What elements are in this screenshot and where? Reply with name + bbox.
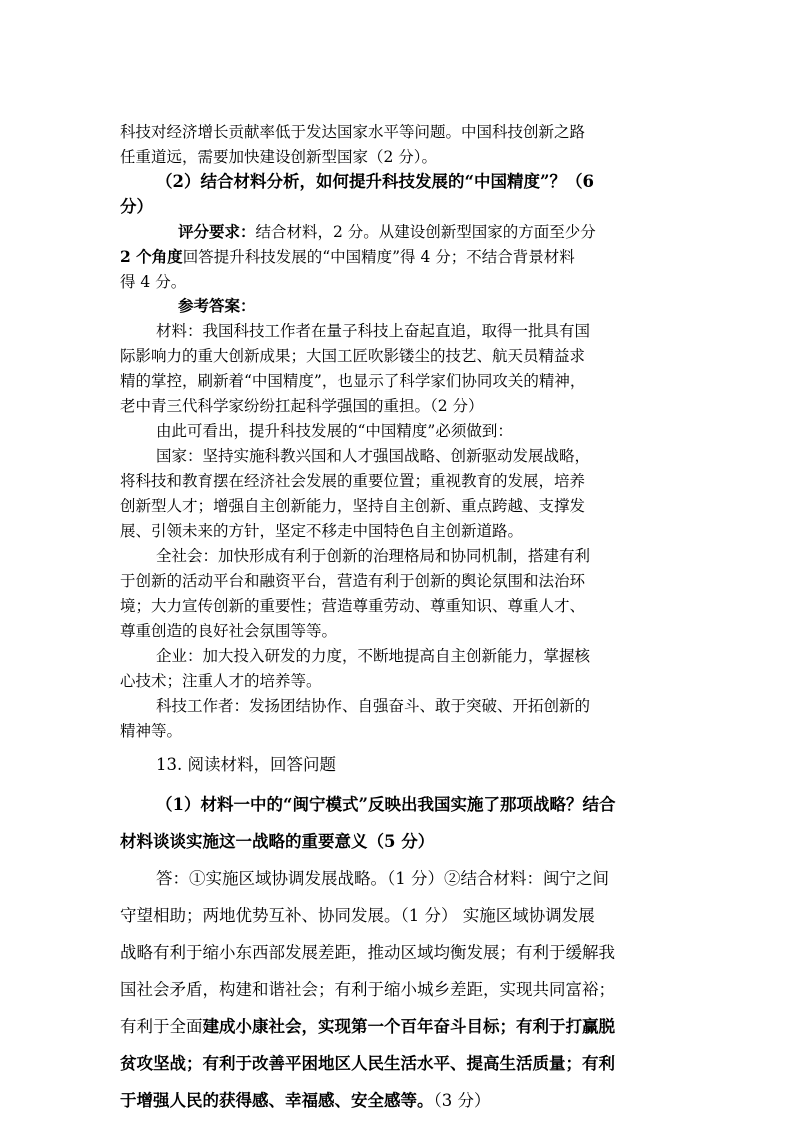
body-line: 老中青三代科学家纷纷扛起科学强国的重担。（2 分） xyxy=(120,397,484,415)
body-line: 精神等。 xyxy=(120,722,183,740)
body-line: 精的掌控，刷新着“中国精度”，也显示了科学家们协同攻关的精神， xyxy=(120,372,586,390)
angle-count: 2 个角度 xyxy=(120,247,183,266)
body-line: 际影响力的重大创新成果；大国工匠吹影镂尘的技艺、航天员精益求 xyxy=(120,347,586,365)
body-line: 展、引领未来的方针，坚定不移走中国特色自主创新道路。 xyxy=(120,522,524,540)
question-13-heading: 13. 阅读材料，回答问题 xyxy=(156,755,336,774)
answer-bold-text: 建成小康社会，实现第一个百年奋斗目标；有利于打赢脱 xyxy=(202,1017,615,1036)
question-2-title-cont: 分） xyxy=(120,197,153,216)
question-2-title: （2）结合材料分析，如何提升科技发展的“中国精度”？（6 xyxy=(156,172,594,191)
answer-text: 有利于全面 xyxy=(120,1017,203,1036)
body-line: 由此可看出，提升科技发展的“中国精度”必须做到： xyxy=(156,422,513,440)
answer-line: 守望相助；两地优势互补、协同发展。（1 分） 实施区域协调发展 xyxy=(120,906,595,925)
body-line: 科技对经济增长贡献率低于发达国家水平等问题。中国科技创新之路 xyxy=(120,123,586,141)
body-line: 境；大力宣传创新的重要性；营造尊重劳动、尊重知识、尊重人才、 xyxy=(120,597,586,615)
reference-answer-heading: 参考答案： xyxy=(178,296,256,315)
body-line: 材料：我国科技工作者在量子科技上奋起直追，取得一批具有国 xyxy=(156,322,591,340)
scoring-text: 结合材料，2 分。从建设创新型国家的方面至少分 xyxy=(255,223,596,241)
answer-line xyxy=(120,1091,491,1111)
scoring-text-cont: 回答提升科技发展的“中国精度”得 4 分；不结合背景材料 xyxy=(182,248,575,266)
body-line: 将科技和教育摆在经济社会发展的重要位置；重视教育的发展，培养 xyxy=(120,472,586,490)
question-13-1-title-cont: 材料谈谈实施这一战略的重要意义（5 分） xyxy=(120,832,435,851)
answer-line xyxy=(120,1017,615,1037)
body-line: 得 4 分。 xyxy=(120,273,187,291)
body-line: 全社会：加快形成有利于创新的治理格局和协同机制，搭建有利 xyxy=(156,547,591,565)
body-line: 心技术；注重人才的培养等。 xyxy=(120,672,322,690)
body-line: 创新型人才；增强自主创新能力，坚持自主创新、重点跨越、支撑发 xyxy=(120,497,586,515)
body-line: 企业：加大投入研发的力度，不断地提高自主创新能力，掌握核 xyxy=(156,647,591,665)
body-line: 国家：坚持实施科教兴国和人才强国战略、创新驱动发展战略， xyxy=(156,447,591,465)
body-line: 尊重创造的良好社会氛围等等。 xyxy=(120,622,338,640)
answer-line: 国社会矛盾，构建和谐社会；有利于缩小城乡差距，实现共同富裕； xyxy=(120,980,615,999)
body-line: 科技工作者：发扬团结协作、自强奋斗、敢于突破、开拓创新的 xyxy=(156,697,591,715)
answer-bold-line: 贫攻坚战；有利于改善平困地区人民生活水平、提高生活质量；有利 xyxy=(120,1054,615,1073)
answer-score: （3 分） xyxy=(433,1091,491,1110)
scoring-requirement xyxy=(178,222,596,242)
question-13-1-title: （1）材料一中的“闽宁模式”反映出我国实施了那项战略？结合 xyxy=(156,795,616,814)
answer-bold-text: 于增强人民的获得感、幸福感、安全感等。 xyxy=(120,1091,434,1110)
body-line: 于创新的活动平台和融资平台，营造有利于创新的舆论氛围和法治环 xyxy=(120,572,586,590)
answer-line: 战略有利于缩小东西部发展差距，推动区域均衡发展；有利于缓解我 xyxy=(120,943,615,962)
answer-line: 答：①实施区域协调发展战略。（1 分）②结合材料：闽宁之间 xyxy=(156,869,609,888)
scoring-label: 评分要求： xyxy=(178,222,256,241)
scoring-requirement-cont xyxy=(120,247,575,267)
body-line: 任重道远，需要加快建设创新型国家（2 分）。 xyxy=(120,148,438,166)
